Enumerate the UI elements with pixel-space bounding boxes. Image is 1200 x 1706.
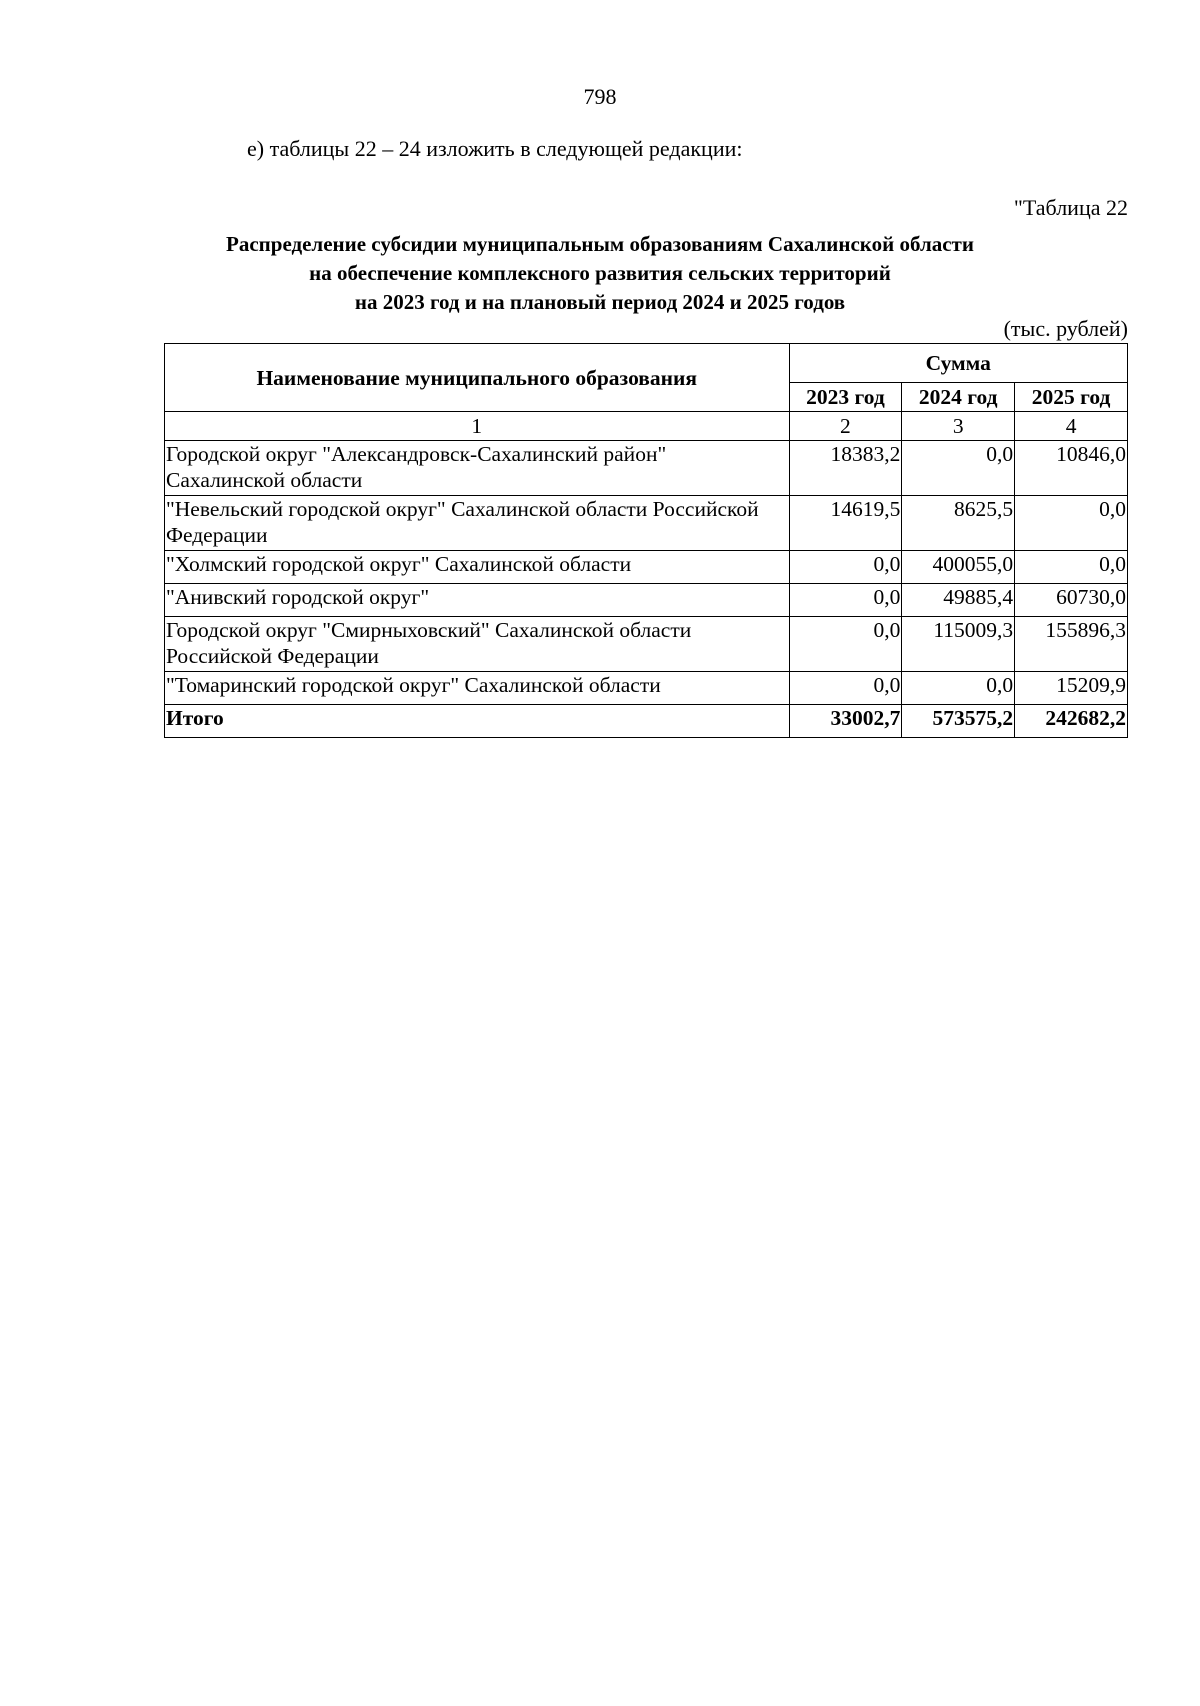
total-2025: 242682,2 bbox=[1015, 705, 1128, 738]
table-row bbox=[165, 617, 1128, 672]
header-year-2025: 2025 год bbox=[1015, 383, 1128, 412]
total-label: Итого bbox=[165, 705, 790, 738]
header-year-2024: 2024 год bbox=[902, 383, 1015, 412]
value-2025: 0,0 bbox=[1015, 496, 1128, 551]
subsidy-table bbox=[164, 343, 1128, 738]
value-2025: 0,0 bbox=[1015, 551, 1128, 584]
table-row bbox=[165, 496, 1128, 551]
value-2024: 400055,0 bbox=[902, 551, 1015, 584]
value-2024: 115009,3 bbox=[902, 617, 1015, 672]
index-row bbox=[165, 412, 1128, 441]
value-2023: 0,0 bbox=[789, 672, 902, 705]
header-sum: Сумма bbox=[789, 344, 1127, 383]
title-line-3: на 2023 год и на плановый период 2024 и 2025 годов bbox=[354, 290, 846, 314]
value-2025: 155896,3 bbox=[1015, 617, 1128, 672]
total-row bbox=[165, 705, 1128, 738]
header-row bbox=[165, 344, 1128, 383]
header-name: Наименование муниципального образования bbox=[165, 344, 790, 412]
value-2024: 8625,5 bbox=[902, 496, 1015, 551]
total-2024: 573575,2 bbox=[902, 705, 1015, 738]
table-row bbox=[165, 551, 1128, 584]
value-2025: 10846,0 bbox=[1015, 441, 1128, 496]
total-2023: 33002,7 bbox=[789, 705, 902, 738]
index-cell: 2 bbox=[789, 412, 902, 441]
table-label: "Таблица 22 bbox=[1013, 195, 1128, 220]
table-title bbox=[150, 230, 1050, 317]
value-2025: 15209,9 bbox=[1015, 672, 1128, 705]
municipality-name: "Анивский городской округ" bbox=[165, 584, 790, 617]
municipality-name: Городской округ "Смирныховский" Сахалинской области Российской Федерации bbox=[165, 617, 790, 672]
index-cell: 3 bbox=[902, 412, 1015, 441]
municipality-name: "Холмский городской округ" Сахалинской области bbox=[165, 551, 790, 584]
index-cell: 1 bbox=[165, 412, 790, 441]
value-2023: 0,0 bbox=[789, 617, 902, 672]
municipality-name: "Невельский городской округ" Сахалинской области Российской Федерации bbox=[165, 496, 790, 551]
title-line-1: Распределение субсидии муниципальным образованиям Сахалинской области bbox=[226, 232, 974, 256]
value-2024: 0,0 bbox=[902, 441, 1015, 496]
page-number: 798 bbox=[583, 84, 617, 109]
table-row bbox=[165, 672, 1128, 705]
index-cell: 4 bbox=[1015, 412, 1128, 441]
table-row bbox=[165, 584, 1128, 617]
value-2023: 14619,5 bbox=[789, 496, 902, 551]
municipality-name: "Томаринский городской округ" Сахалинской области bbox=[165, 672, 790, 705]
value-2023: 18383,2 bbox=[789, 441, 902, 496]
value-2025: 60730,0 bbox=[1015, 584, 1128, 617]
table-row bbox=[165, 441, 1128, 496]
title-line-2: на обеспечение комплексного развития сельских территорий bbox=[309, 261, 891, 285]
value-2023: 0,0 bbox=[789, 551, 902, 584]
units-label: (тыс. рублей) bbox=[1003, 316, 1128, 341]
value-2023: 0,0 bbox=[789, 584, 902, 617]
value-2024: 0,0 bbox=[902, 672, 1015, 705]
header-year-2023: 2023 год bbox=[789, 383, 902, 412]
municipality-name: Городской округ "Александровск-Сахалинский район" Сахалинской области bbox=[165, 441, 790, 496]
value-2024: 49885,4 bbox=[902, 584, 1015, 617]
intro-text: е) таблицы 22 – 24 изложить в следующей редакции: bbox=[247, 136, 743, 161]
